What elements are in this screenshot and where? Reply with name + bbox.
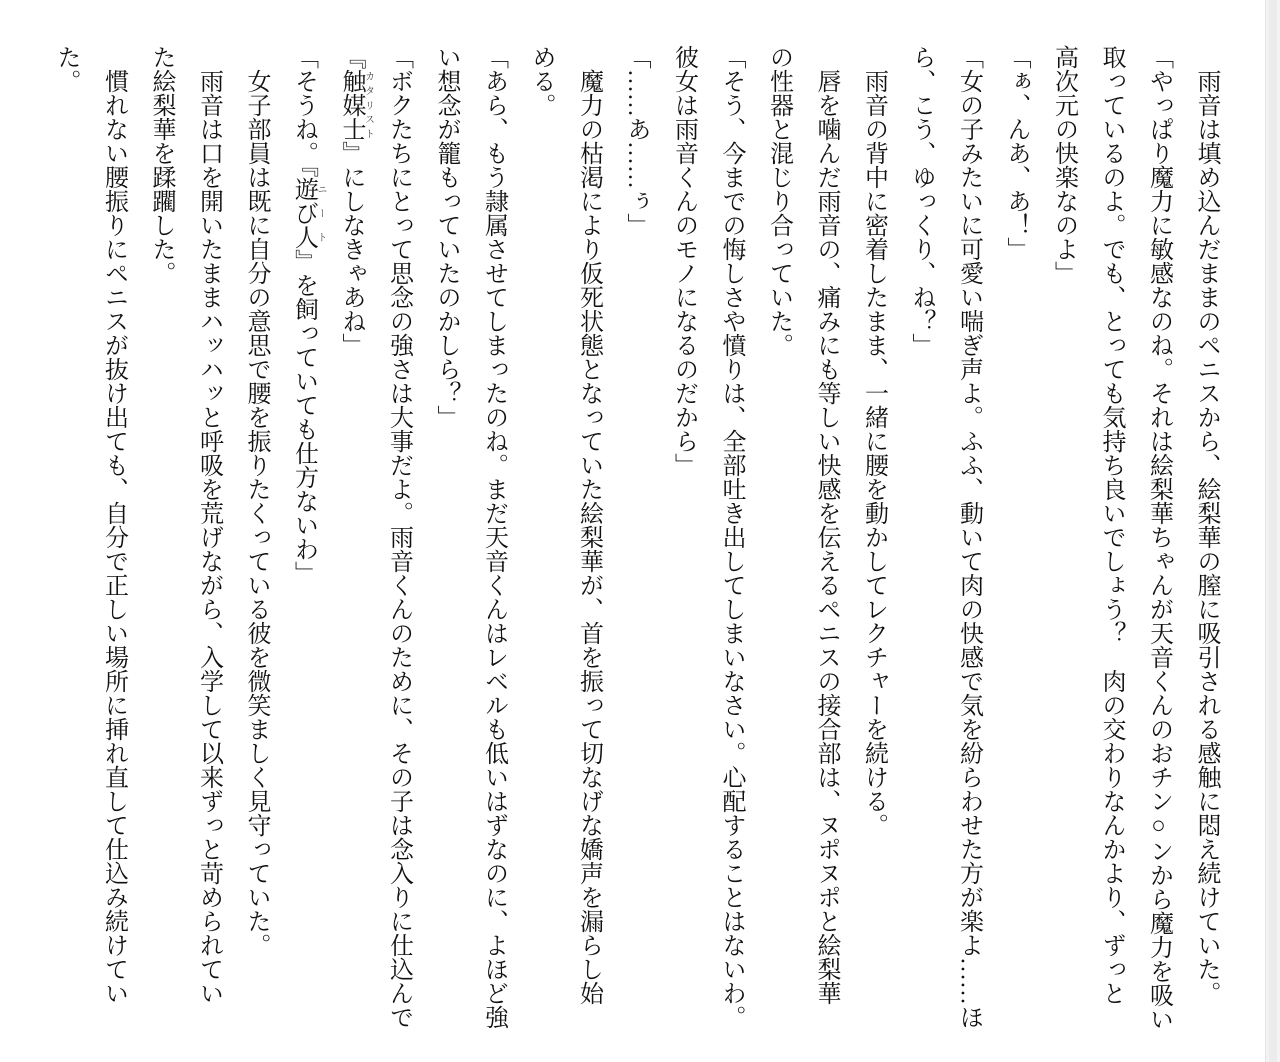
vertical-scrollbar[interactable]	[1265, 0, 1280, 1062]
text-line-with-ruby	[327, 45, 375, 1045]
ruby-reading: カタリスト	[362, 69, 374, 141]
text-line: 高次元の快楽なのよ」	[1050, 45, 1077, 285]
vertical-text-page	[42, 45, 1230, 1045]
text-line: 唇を噛んだ雨音の、痛みにも等しい快感を伝えるペニスの接合部は、ヌポヌポと絵梨華	[813, 45, 839, 1005]
text-line: 取っているのよ。でも、とっても気持ち良いでしょう？ 肉の交わりなんかより、ずっと	[1098, 45, 1124, 1005]
text-line: める。	[528, 45, 554, 117]
text-line: 「あら、もう隷属させてしまったのね。まだ天音くんはレベルも低いはずなのに、よほど強	[480, 45, 507, 1029]
text-line: 「そう、今までの悔しさや憤りは、全部吐き出してしまいなさい。心配することはないわ。	[718, 45, 744, 1029]
text-line: た。	[53, 45, 79, 93]
ruby-reading: ニート	[315, 177, 326, 249]
text-line: い想念が籠もっていたのかしら？」	[433, 45, 459, 429]
text-line: 雨音の背中に密着したまま、一緒に腰を動かしてレクチャーを続ける。	[860, 45, 887, 837]
ruby-base: 遊び人	[290, 177, 317, 249]
line-prefix: 『	[338, 45, 364, 69]
text-line: た絵梨華を蹂躙した。	[148, 45, 174, 285]
ruby-word	[290, 177, 326, 249]
text-line: 彼女は雨音くんのモノになるのだから」	[670, 45, 697, 477]
line-prefix: 「そうね。『	[290, 45, 317, 177]
text-line: 雨音は口を開いたままハッハッと呼吸を荒げながら、入学して以来ずっと苛められてい	[195, 45, 222, 1005]
text-line: ら、こう、ゆっくり、ね？」	[908, 45, 934, 357]
text-line-with-ruby	[279, 45, 327, 1045]
text-line: 雨音は填め込んだままのペニスから、絵梨華の膣に吸引される感触に悶え続けていた。	[1193, 45, 1219, 1005]
line-suffix: 』を飼っていても仕方ないわ」	[290, 249, 317, 585]
ruby-base: 触媒士	[338, 69, 364, 141]
text-line: 女子部員は既に自分の意思で腰を振りたくっている彼を微笑ましく見守っていた。	[243, 45, 269, 957]
text-line: 魔力の枯渇により仮死状態となっていた絵梨華が、首を振って切なげな嬌声を漏らし始	[575, 45, 602, 1005]
text-line: 慣れない腰振りにペニスが抜け出ても、自分で正しい場所に挿れ直して仕込み続けてい	[100, 45, 127, 1005]
text-line: 「やっぱり魔力に敏感なのね。それは絵梨華ちゃんが天音くんのおチン○ンから魔力を吸い	[1145, 45, 1172, 1031]
text-line: 「女の子みたいに可愛い喘ぎ声よ。ふふ、動いて肉の快感で気を紛らわせた方が楽よ……ほ	[955, 45, 982, 1029]
ruby-word	[338, 69, 374, 141]
text-line: 「ぁ、んあ、あ！」	[1003, 45, 1029, 261]
scrollbar-thumb[interactable]	[1269, 0, 1277, 1062]
line-suffix: 』にしなきゃあね」	[338, 141, 364, 357]
text-line: 「ボクたちにとって思念の強さは大事だよ。雨音くんのために、その子は念入りに仕込んで	[385, 45, 412, 1029]
text-line: の性器と混じり合っていた。	[765, 45, 792, 357]
text-line: 「……あ……ぅ」	[623, 45, 649, 237]
